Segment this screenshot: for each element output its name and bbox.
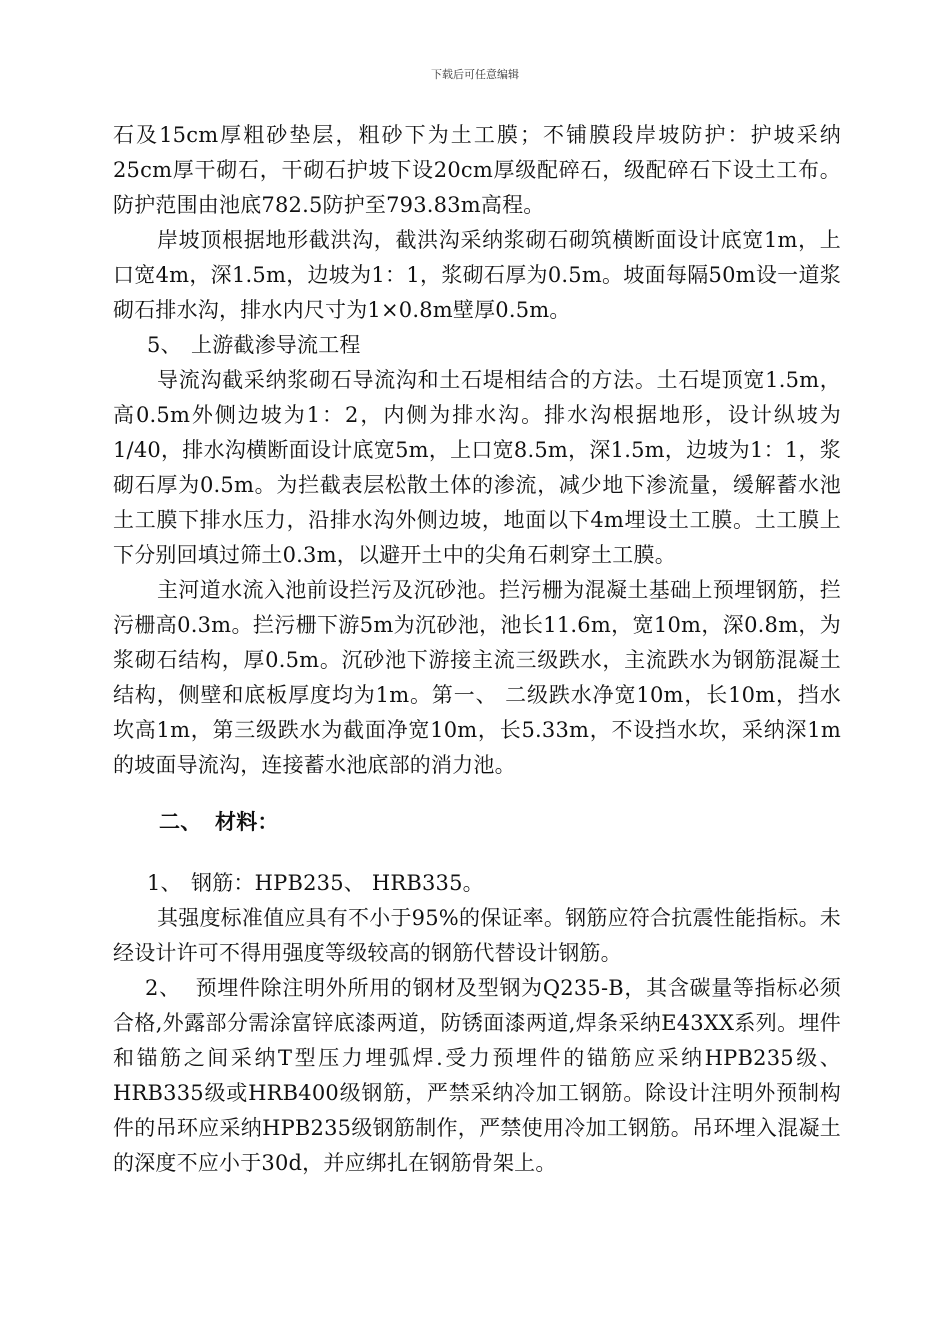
item-5-title: 上游截渗导流工程 <box>191 333 361 357</box>
section-2-heading <box>113 805 841 840</box>
paragraph-diversion-ditch: 导流沟截采纳浆砌石导流沟和土石堤相结合的方法。土石堤顶宽1.5m，高0.5m外侧边坡为1：2，内侧为排水沟。排水沟根据地形，设计纵坡为1/40，排水沟横断面设计底宽5m，上口宽8.5m，深1.5m，边坡为1：1，浆砌石厚为0.5m。为拦截表层松散土体的渗流，减少地下渗流量，缓解蓄水池土工膜下排水压力，沿排水沟外侧边坡，地面以下4m埋设土工膜。土工膜上下分别回填过筛土0.3m，以避开土中的尖角石刺穿土工膜。 <box>113 368 841 567</box>
item-1-text: 钢筋：HPB235、 HRB335。 <box>191 871 484 895</box>
item-5-number: 5、 <box>147 333 182 357</box>
section-2-number: 二、 <box>159 810 202 834</box>
page-header: 下载后可任意编辑 <box>431 68 519 81</box>
item-1-number: 1、 <box>147 871 182 895</box>
item-5-heading <box>113 328 841 363</box>
paragraph-slope-protection: 石及15cm厚粗砂垫层，粗砂下为土工膜；不铺膜段岸坡防护：护坡采纳25cm厚干砌石，干砌石护坡下设20cm厚级配碎石，级配碎石下设土工布。防护范围由池底782.5防护至793.83m高程。 <box>113 123 841 217</box>
document-body <box>113 118 841 1181</box>
item-1-rebar <box>113 866 841 901</box>
item-2-embedded-parts <box>113 971 841 1181</box>
section-2-title: 材料： <box>215 810 279 834</box>
item-2-number: 2、 <box>145 976 181 1000</box>
paragraph-flood-ditch: 岸坡顶根据地形截洪沟，截洪沟采纳浆砌石砌筑横断面设计底宽1m，上口宽4m，深1.5m，边坡为1：1，浆砌石厚为0.5m。坡面每隔50m设一道浆砌石排水沟，排水内尺寸为1×0.8m壁厚0.5m。 <box>113 228 841 322</box>
item-2-text: 预埋件除注明外所用的钢材及型钢为Q235-B，其含碳量等指标必须合格,外露部分需涂富锌底漆两道，防锈面漆两道,焊条采纳E43XX系列。埋件和锚筋之间采纳T型压力埋弧焊.受力预埋件的锚筋应采纳HPB235级、 HRB335级或HRB400级钢筋，严禁采纳冷加工钢筋。除设计注明外预制构件的吊环应采纳HPB235级钢筋制作，严禁使用冷加工钢筋。吊环埋入混凝土的深度不应小于30d，并应绑扎在钢筋骨架上。 <box>113 976 841 1175</box>
paragraph-trash-rack: 主河道水流入池前设拦污及沉砂池。拦污栅为混凝土基础上预埋钢筋，拦污栅高0.3m。拦污栅下游5m为沉砂池，池长11.6m，宽10m，深0.8m，为浆砌石结构，厚0.5m。沉砂池下游接主流三级跌水，主流跌水为钢筋混凝土结构，侧壁和底板厚度均为1m。第一、 二级跌水净宽10m，长10m，挡水坎高1m，第三级跌水为截面净宽10m，长5.33m，不设挡水坎，采纳深1m的坡面导流沟，连接蓄水池底部的消力池。 <box>113 578 841 777</box>
paragraph-rebar-strength: 其强度标准值应具有不小于95%的保证率。钢筋应符合抗震性能指标。未经设计许可不得用强度等级较高的钢筋代替设计钢筋。 <box>113 906 841 965</box>
